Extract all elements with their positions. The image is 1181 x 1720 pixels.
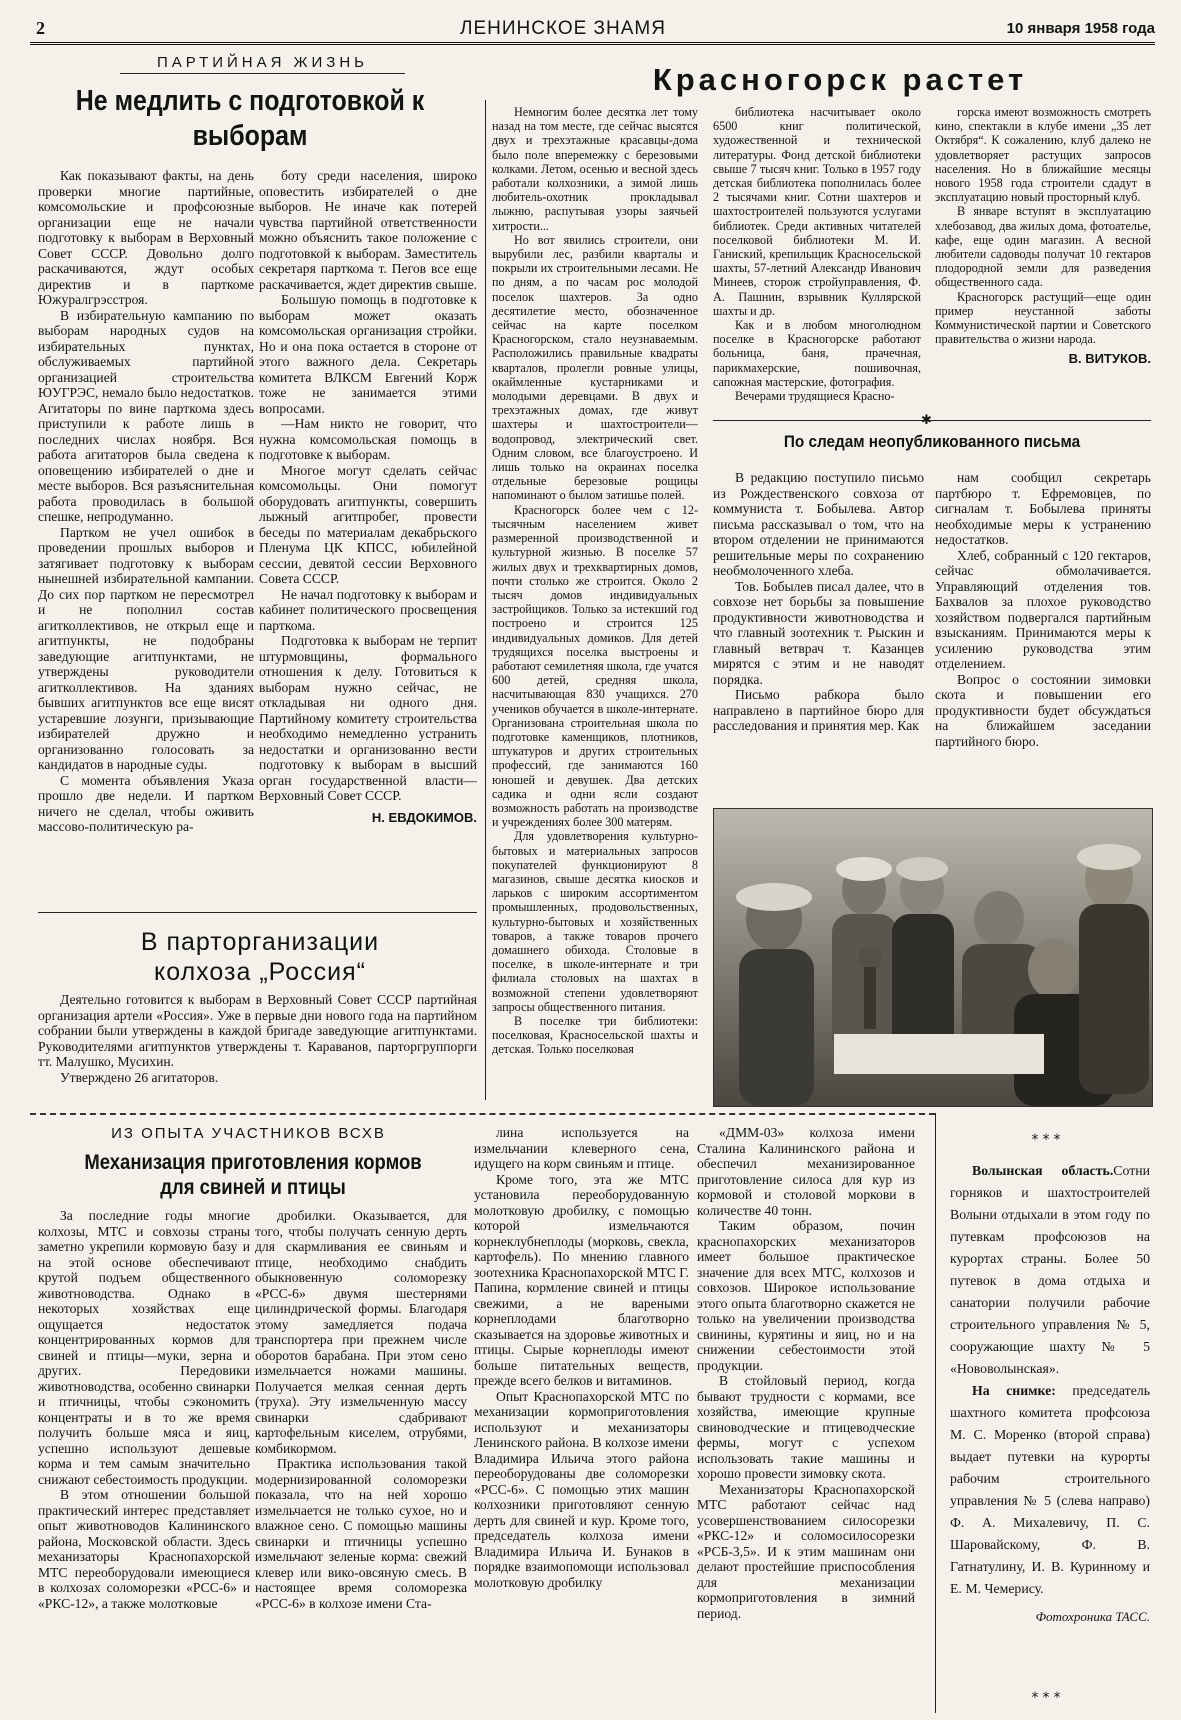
photo-credit: Фотохроника ТАСС.: [1035, 1609, 1150, 1624]
paragraph: Практика использования такой модернизированной соломорезки показала, что на ней хорошо измельчается не только сухое, но и влажное сено. С помощью машины свинарки и птичницы успешно измельчают зеленые корма: свежий клевер или вико-овсяную смесь. В настоящее время соломорезка «РСС-6» в колхозе имени Ста-: [255, 1456, 467, 1611]
paragraph: Хлеб, собранный с 120 гектаров, сейчас обмолачивается. Управляющий отделения тов. Бахвалов за плохое руководство хозяйством подвергался партийным взысканиям. Принимаются меры к усилению руководства этим отделением.: [935, 547, 1151, 671]
photo-miners-receiving-vouchers: [713, 808, 1153, 1107]
party-life-column-1: [38, 168, 254, 898]
dashed-divider: [30, 1113, 935, 1115]
paragraph: нам сообщил секретарь партбюро т. Ефремовцев, по сигналам т. Бобылева приняты необходимые меры к устранению недостатков.: [935, 470, 1151, 547]
paragraph: Кроме того, эта же МТС установила переоборудованную молотковую дробилку, с помощью которой измельчаются корнеклубнеплоды (морковь, свекла, картофель). По мнению главного зоотехника Краснопахорской МТС Г. Папина, кормление свиней и птицы свежими, а не вареными корнеплодами благотворно сказывается на здоровье животных и птицы. Сырые корнеплоды имеют больше питательных веществ, прежде всего белков и витаминов.: [474, 1171, 689, 1388]
headline-line: для свиней и птицы: [160, 1176, 346, 1199]
paragraph: Деятельно готовится к выборам в Верховный Совет СССР партийная организация артели «Россия». Уже в первые дни нового года на партийном собрании были утверждены в каждой бригаде заведующие агитпунктами. Руководителями агитпунктов утверждены т. Караванов, парторгруппорги тт. Малушко, Мусихин.: [38, 992, 477, 1069]
paragraph: Утверждено 26 агитаторов.: [60, 1069, 219, 1085]
headline-line: колхоза „Россия“: [154, 958, 366, 986]
feed-column-1: [38, 1208, 250, 1714]
divider: [485, 100, 486, 1100]
paragraph: В редакцию поступило письмо из Рождественского совхоза от коммуниста т. Бобылева. Автор письма рассказывал о том, что на втором отделении не принимаются решительные меры по сохранению необмолоченного хлеба.: [713, 470, 924, 578]
krasnogorsk-headline: Красногорск растет: [652, 62, 1028, 97]
paragraph: Не начал подготовку к выборам и кабинет политического просвещения парткома.: [259, 586, 477, 633]
paragraph: Красногорск более чем с 12-тысячным населением живет размеренной производственной и культурной жизнью. В поселке 57 жилых двух и трехквартирных домов, почти столько же строится. Около 2 тысяч домов индивидуальных застройщиков. Только за истекший год построено и строится 125 индивидуальных домиков. Для детей трудящихся поселка выстроены и работают семилетняя школа, где учатся 600 детей, средняя школа, насчитывающая 830 учащихся. 270 учеников обучается в школе-интернате. Организована строительная школа по подготовке каменщиков, плотников, штукатуров и других строительных профессий, где занимаются 160 юношей и девушек. Два детских садика и одни ясли создают возможность работать на производстве и учреждениях более 300 матерям.: [492, 502, 698, 830]
paragraph: горска имеют возможность смотреть кино, спектакли в клубе имени „35 лет Октября“. К сожалению, клуб далеко не удовлетворяет растущих запросов населения. Но в ближайшие месяцы нового 1958 года строители сдадут в эксплуатацию новый просторный клуб.: [935, 105, 1151, 205]
paragraph: Как и в любом многолюдном поселке в Красногорске работают больница, баня, прачечная, парикмахерские, пошивочная, сапожная мастерские, фотография.: [713, 318, 921, 389]
paragraph: «ДММ-03» колхоза имени Сталина Калининского района и обеспечил механизированное приготовление силоса для кур из кормовой и столовой моркови в количестве 40 тонн.: [697, 1125, 915, 1218]
krasnogorsk-column-3: [935, 105, 1151, 407]
volyn-article: [950, 1160, 1150, 1660]
headline-line: В парторганизации: [140, 928, 380, 956]
letter-column-2: [935, 470, 1151, 800]
paragraph: [950, 1160, 1150, 1380]
newspaper-title: ЛЕНИНСКОЕ ЗНАМЯ: [460, 18, 666, 39]
paragraph: Как показывают факты, на день проверки многие партийные, комсомольские и профсоюзные организации еще не начали подготовку к выборам в Верховный Совет СССР. Довольно долго раскачиваются, ждут особых директив и в парткоме Южуралгрэсстроя.: [38, 168, 254, 307]
photo-image: [714, 809, 1152, 1106]
paragraph: лина используется на измельчании клеверного сена, идущего на корм свиньям и птице.: [474, 1125, 689, 1171]
paragraph: библиотека насчитывает около 6500 книг политической, художественной и технической литературы. Фонд детской библиотеки свыше 7 тысяч книг. Только в 1957 году детская библиотека пополнилась более 2 тысячами книг. Сотни шахтеров и шахтостроителей пользуются услугами библиотек. Среди активных читателей поселковой библиотеки М. И. Ганиский, крепильщик Красносельской шахты, 57-летний Александр Иванович Минеев, сторож стройуправления, Ф. А. Пашнин, взрывник Куллярской шахты и др.: [713, 105, 921, 318]
volyn-body: Сотни горняков и шахтостроителей Волыни отдыхали в этом году по путевкам профсоюзов на курортах страны. Более 50 путевок в дома отдыха и санатории получили рабочие строительного управления № 5, сооружающие шахту № 5 «Нововолынская».: [950, 1163, 1150, 1376]
paragraph: Письмо рабкора было направлено в партийное бюро для расследования и принятия мер. Как: [713, 687, 924, 733]
paragraph: Механизаторы Краснопахорской МТС работают сейчас над усовершенствованием силосорезки «РКС-12» и соломосилосорезки «РСБ-3,5». И к этим машинам они делают простейшие приспособления для механизации кормоприготовления в зимний период.: [697, 1481, 915, 1621]
paragraph: В январе вступят в эксплуатацию хлебозавод, два жилых дома, фотоателье, кафе, еще один магазин. А весной любители садоводы получат 10 гектаров плодородной земли для разведения общественного сада.: [935, 204, 1151, 290]
masthead: [30, 14, 1155, 45]
russia-kolkhoz-headline: [60, 927, 460, 987]
paragraph: Красногорск растущий—еще один пример неустанной заботы Коммунистической партии и Советского правительства о жизни народа.: [935, 289, 1151, 347]
paragraph: Таким образом, почин краснопахорских механизаторов имеет большое практическое значение для всех МТС, колхозов и совхозов. Широкое использование этого опыта благотворно скажется не только на увеличении производства свинины, курятины и яиц, но и на снижении себестоимости этой продукции.: [697, 1218, 915, 1373]
paragraph: Большую помощь в подготовке к выборам может оказать комсомольская организация стройки. Но и она пока остается в стороне от этого важного дела. Секретарь комитета ВЛКСМ Евгений Корж тоже не занимается этими вопросами.: [259, 292, 477, 416]
paragraph: В избирательную кампанию по выборам народных судов на избирательных пунктах, обслуживаемых партийной организацией строительства ЮУГРЭС, немало было недостатков. Агитаторы по вине парткома здесь приступили к работе лишь в последних числах ноября. Вся работа агитаторов была сведена к оповещению избирателей о дне и месте выборов. Вся разъяснительная работа проводилась в большой спешке, непродуманно.: [38, 307, 254, 524]
issue-date: 10 января 1958 года: [1006, 20, 1155, 37]
divider: [935, 1113, 936, 1713]
caption: [950, 1380, 1150, 1600]
paragraph: Партком не учел ошибок в проведении прошлых выборов и затягивает подготовку к выборам нынешней избирательной кампании. До сих пор партком не пересмотрел и не пополнил состав агитколлективов, не открыл еще и агитпункты, не подобраны заведующие агитпунктами, не утверждены руководители агитколлективов. На зданиях бывших агитпунктов все еще висят устаревшие лозунги, призывающие избирателей дружно и организованно голосовать за кандидатов в народные суды.: [38, 524, 254, 772]
party-life-column-2: [259, 168, 477, 898]
feed-rubric: ИЗ ОПЫТА УЧАСТНИКОВ ВСХВ: [111, 1125, 386, 1142]
headline-line: Механизация приготовления кормов: [84, 1151, 422, 1174]
stars-ornament: ***: [1031, 1132, 1065, 1148]
letter-column-1: [713, 470, 924, 800]
feed-column-2: [255, 1208, 467, 1714]
paragraph: Тов. Бобылев писал далее, что в совхозе нет борьбы за повышение продуктивности животноводства и что главный зоотехник т. Рыскин и главный ветврач т. Казанцев мирятся с этим и не наводят порядка.: [713, 578, 924, 687]
lead-place: Волынская область.: [972, 1163, 1114, 1178]
paragraph: За последние годы многие колхозы, МТС и совхозы страны заметно укрепили кормовую базу и на этой основе обеспечивают крутой подъем общественного животноводства. Однако в некоторых хозяйствах еще ощущается недостаток концентрированных кормов для свиней и птицы—муки, зерна и других. Передовики животноводства, особенно свинарки и птичницы, чтобы сэкономить концентраты и в то же время получить больше мяса и яиц, успешно используют дешевые корма и тем самым значительно снижают себестоимость продукции.: [38, 1208, 250, 1487]
caption-lead: На снимке:: [972, 1383, 1056, 1398]
paragraph: боту среди населения, широко оповестить избирателей о дне выборов. Не иначе как потерей чувства партийной ответственности можно объяснить такое положение с подготовкой к выборам. Заместитель секретаря парткома т. Пегов все еще раскачивается, ждет директив свыше.: [259, 168, 477, 292]
page-number: 2: [36, 18, 45, 38]
paragraph: дробилки. Оказывается, для того, чтобы получать сенную дерть для скармливания ее свиньям и птице, необходимо снабдить обыкновенную соломорезку «РСС-6» двумя шестернями цилиндрической формы. Благодаря этому замедляется подача транспортера при прежнем числе оборотов барабана. При этом сено измельчается ножами машины. Получается мелкая сенная дерть (труха). Эту измельченную массу свинарки сдабривают картофельным киселем, отрубями, комбикормом.: [255, 1208, 467, 1456]
krasnogorsk-column-1: [492, 105, 698, 1105]
feed-column-3: [474, 1125, 689, 1715]
paragraph: Немногим более десятка лет тому назад на том месте, где сейчас высятся двух и трехэтажные красавцы-дома было поле вперемежку с березовыми колками. Летом, осенью и весной здесь работали колхозники, а зимой лишь любитель-охотник прокладывал лыжню, распутывая узоры заячьей хитрости...: [492, 105, 698, 233]
paragraph: Вопрос о состоянии зимовки скота и повышении его продуктивности будет обсуждаться на ближайшем заседании партийного бюро.: [935, 671, 1151, 749]
signature: Н. ЕВДОКИМОВ.: [371, 809, 477, 825]
feed-headline: [64, 1150, 442, 1200]
paragraph: В стойловый период, когда бывают трудности с кормами, все хозяйства, имеющие крупные свиноводческие и птицеводческие фермы, могут с успехом использовать такие машины и хорошо провести зимовку скота.: [697, 1373, 915, 1481]
feed-column-4: [697, 1125, 915, 1715]
paragraph: В поселке три библиотеки: поселковая, Красносельской шахты и детская. Только поселковая: [492, 1014, 698, 1057]
paragraph: Подготовка к выборам не терпит штурмовщины, формального отношения к делу. Готовиться к выборам нужно сейчас, не откладывая ни одного дня. Партийному комитету строительства необходимо немедленно устранить недостатки и организованно вести подготовку к выборам в высший орган государственной власти—Верховный Совет СССР.: [259, 633, 477, 803]
russia-kolkhoz-body: [38, 992, 477, 1097]
party-life-headline: Не медлить с подготовкой к выборам: [75, 85, 425, 152]
caption-text: председатель шахтного комитета профсоюза М. С. Моренко (второй справа) выдает путевки на курорты рабочим строительного управления № 5 (слева направо) Ф. А. Михалевичу, П. С. Шаровайскому, Ф. В. Гатнатулину, И. В. Куринному и Е. М. Чемерису.: [950, 1383, 1150, 1596]
paragraph: Многое могут сделать сейчас комсомольцы. Они помогут оборудовать агитпункты, совершить лыжный агитпробег, провести беседы по материалам декабрьского Пленума ЦК КПСС, юбилейной сессии, девятой сессии Верховного Совета СССР.: [259, 462, 477, 586]
paragraph: С момента объявления Указа прошло две недели. И партком ничего не сделал, чтобы оживить массово-политическую ра-: [38, 772, 254, 834]
signature: В. ВИТУКОВ.: [1068, 351, 1151, 367]
star-ornament: ✱: [921, 412, 932, 427]
letter-headline: По следам неопубликованного письма: [783, 432, 1081, 451]
stars-ornament: ***: [1031, 1690, 1065, 1706]
krasnogorsk-column-2: [713, 105, 921, 407]
paragraph: Но вот явились строители, они вырубили лес, разбили кварталы и покрыли их строительными лесами. Не по дням, а по часам рос молодой поселок шахтеров. За одно десятилетие место, обозначенное сейчас на карте поселком Красногорском, стало неузнаваемым. Расположились правильные квадраты кварталов, пролегли ровные улицы, окаймленные кустарниками и молодыми деревцами. В двух и трехэтажных домах, где живут шахтеры и шахтостроители—водопровод, электрический свет. Одним словом, все благоустроено. И лишь только на окраинах поселка отдельные березовые рощицы напоминают о былом затишье полей.: [492, 232, 698, 503]
paragraph: Для удовлетворения культурно-бытовых и материальных запросов покупателей функционируют 8 магазинов, свыше десятка киосков и ларьков с широким ассортиментом промышленных, продовольственных, культурно-бытовых и хозяйственных товаров, а также товаров прочего домашнего обихода. Столовые в поселке, в школе-интернате и три филиала столовых на шахтах в возможной степени удовлетворяют запросы общественного питания.: [492, 829, 698, 1014]
paragraph: В этом отношении большой практический интерес представляет опыт животноводов Калининского района, Московской области. Здесь механизаторы Краснопахорской МТС переоборудовали имеющиеся в колхозах соломорезки «РСС-6» и «РКС-12», а также молотковые: [38, 1487, 250, 1611]
divider: [713, 420, 1151, 421]
divider: [38, 912, 477, 913]
paragraph: Опыт Краснопахорской МТС по механизации кормоприготовления используют и механизаторы Ленинского района. В колхозе имени Владимира Ильича этого района переоборудованы две соломорезки «РСС-6». С помощью этих машин колхозники приготовляют сенную дерть для свиней и кур. Кроме того, председатель колхоза имени Владимира Ильича И. Бунаков в порядке взаимопомощи использовал молотковую дробилку: [474, 1388, 689, 1590]
party-life-rubric: ПАРТИЙНАЯ ЖИЗНЬ: [120, 54, 405, 74]
paragraph: —Нам никто не говорит, что нужна комсомольская помощь в подготовке к выборам.: [259, 416, 477, 462]
paragraph: Вечерами трудящиеся Красно-: [735, 389, 895, 404]
